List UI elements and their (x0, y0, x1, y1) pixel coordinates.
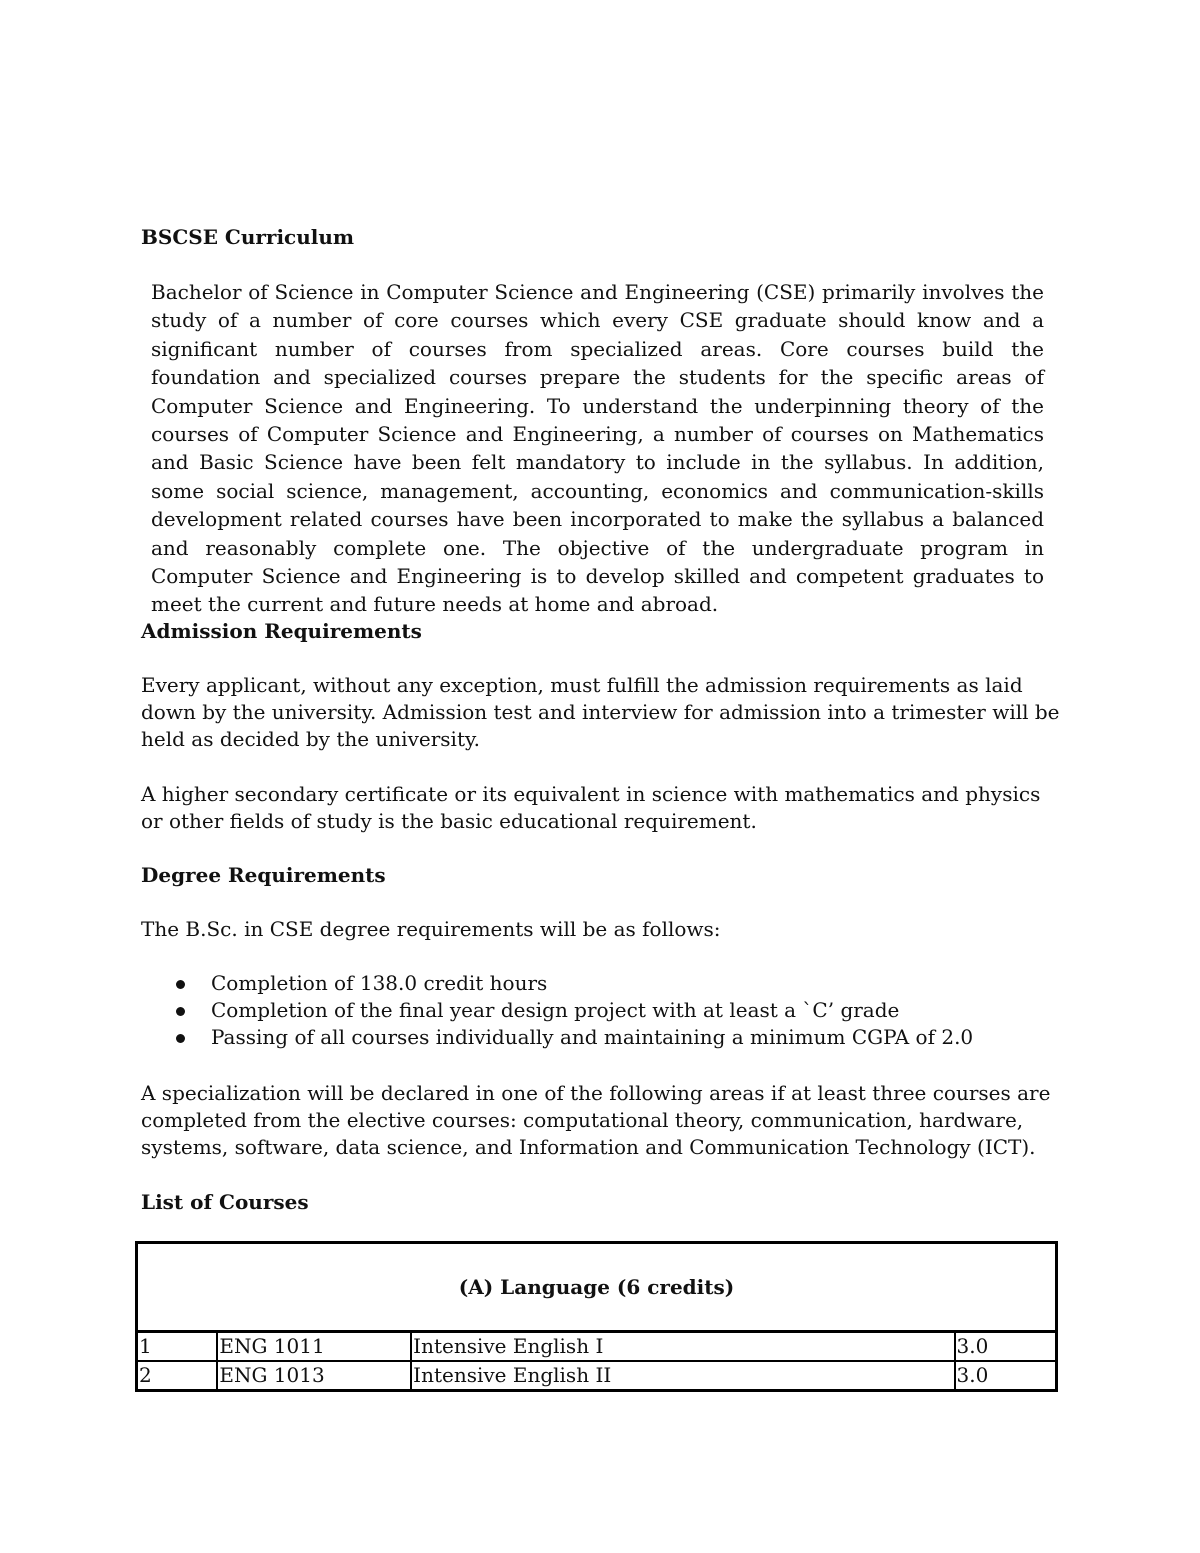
admission-paragraph-2: A higher secondary certificate or its equivalent in science with mathematics and physics or other fields of study is the basic educational requirement. (141, 782, 1041, 833)
course-number: 1 (137, 1332, 218, 1362)
course-title: Intensive English I (411, 1332, 954, 1362)
course-title: Intensive English II (411, 1361, 954, 1391)
list-item-text: Completion of 138.0 credit hours (211, 971, 548, 995)
courses-heading: List of Courses (141, 1190, 309, 1214)
list-item-text: Completion of the final year design project with at least a `C’ grade (211, 998, 900, 1022)
course-credits: 3.0 (955, 1332, 1057, 1362)
table-header-row (137, 1243, 1057, 1332)
table-row (137, 1332, 1057, 1362)
course-number: 2 (137, 1361, 218, 1391)
course-code: ENG 1011 (217, 1332, 411, 1362)
list-item (141, 997, 1041, 1024)
bullet-icon (176, 980, 185, 989)
course-credits: 3.0 (955, 1361, 1057, 1391)
degree-heading: Degree Requirements (141, 863, 386, 887)
degree-intro: The B.Sc. in CSE degree requirements will be as follows: (141, 917, 721, 941)
list-item (141, 970, 1041, 997)
intro-paragraph: Bachelor of Science in Computer Science and Engineering (CSE) primarily involves the study of a number of core courses which every CSE graduate should know and a significant number of courses from specialized areas. Core courses build the foundation and specialized courses prepare the students for the specific areas of Computer Science and Engineering. To understand the underpinning theory of the courses of Computer Science and Engineering, a number of courses on Mathematics and Basic Science have been felt mandatory to include in the syllabus. In addition, some social science, management, accounting, economics and communication-skills development related courses have been incorporated to make the syllabus a balanced and reasonably complete one. The objective of the undergraduate program in Computer Science and Engineering is to develop skilled and competent graduates to meet the current and future needs at home and abroad. (151, 280, 1044, 617)
specialization-paragraph: A specialization will be declared in one of the following areas if at least three courses are completed from the elective courses: computational theory, communication, hardware, systems, software, data science, and Information and Communication Technology (ICT). (141, 1081, 1051, 1159)
admission-paragraph-1: Every applicant, without any exception, must fulfill the admission requirements as laid down by the university. Admission test and interview for admission into a trimester will be held as decided by the university. (141, 673, 1060, 751)
table-section-title: (A) Language (6 credits) (137, 1243, 1057, 1332)
admission-heading: Admission Requirements (141, 619, 422, 643)
courses-table (135, 1241, 1058, 1392)
course-code: ENG 1013 (217, 1361, 411, 1391)
document-title: BSCSE Curriculum (141, 225, 355, 249)
bullet-icon (176, 1034, 185, 1043)
list-item-text: Passing of all courses individually and maintaining a minimum CGPA of 2.0 (211, 1025, 974, 1049)
list-item (141, 1024, 1041, 1051)
degree-requirements-list (141, 970, 1041, 1051)
bullet-icon (176, 1007, 185, 1016)
table-row (137, 1361, 1057, 1391)
